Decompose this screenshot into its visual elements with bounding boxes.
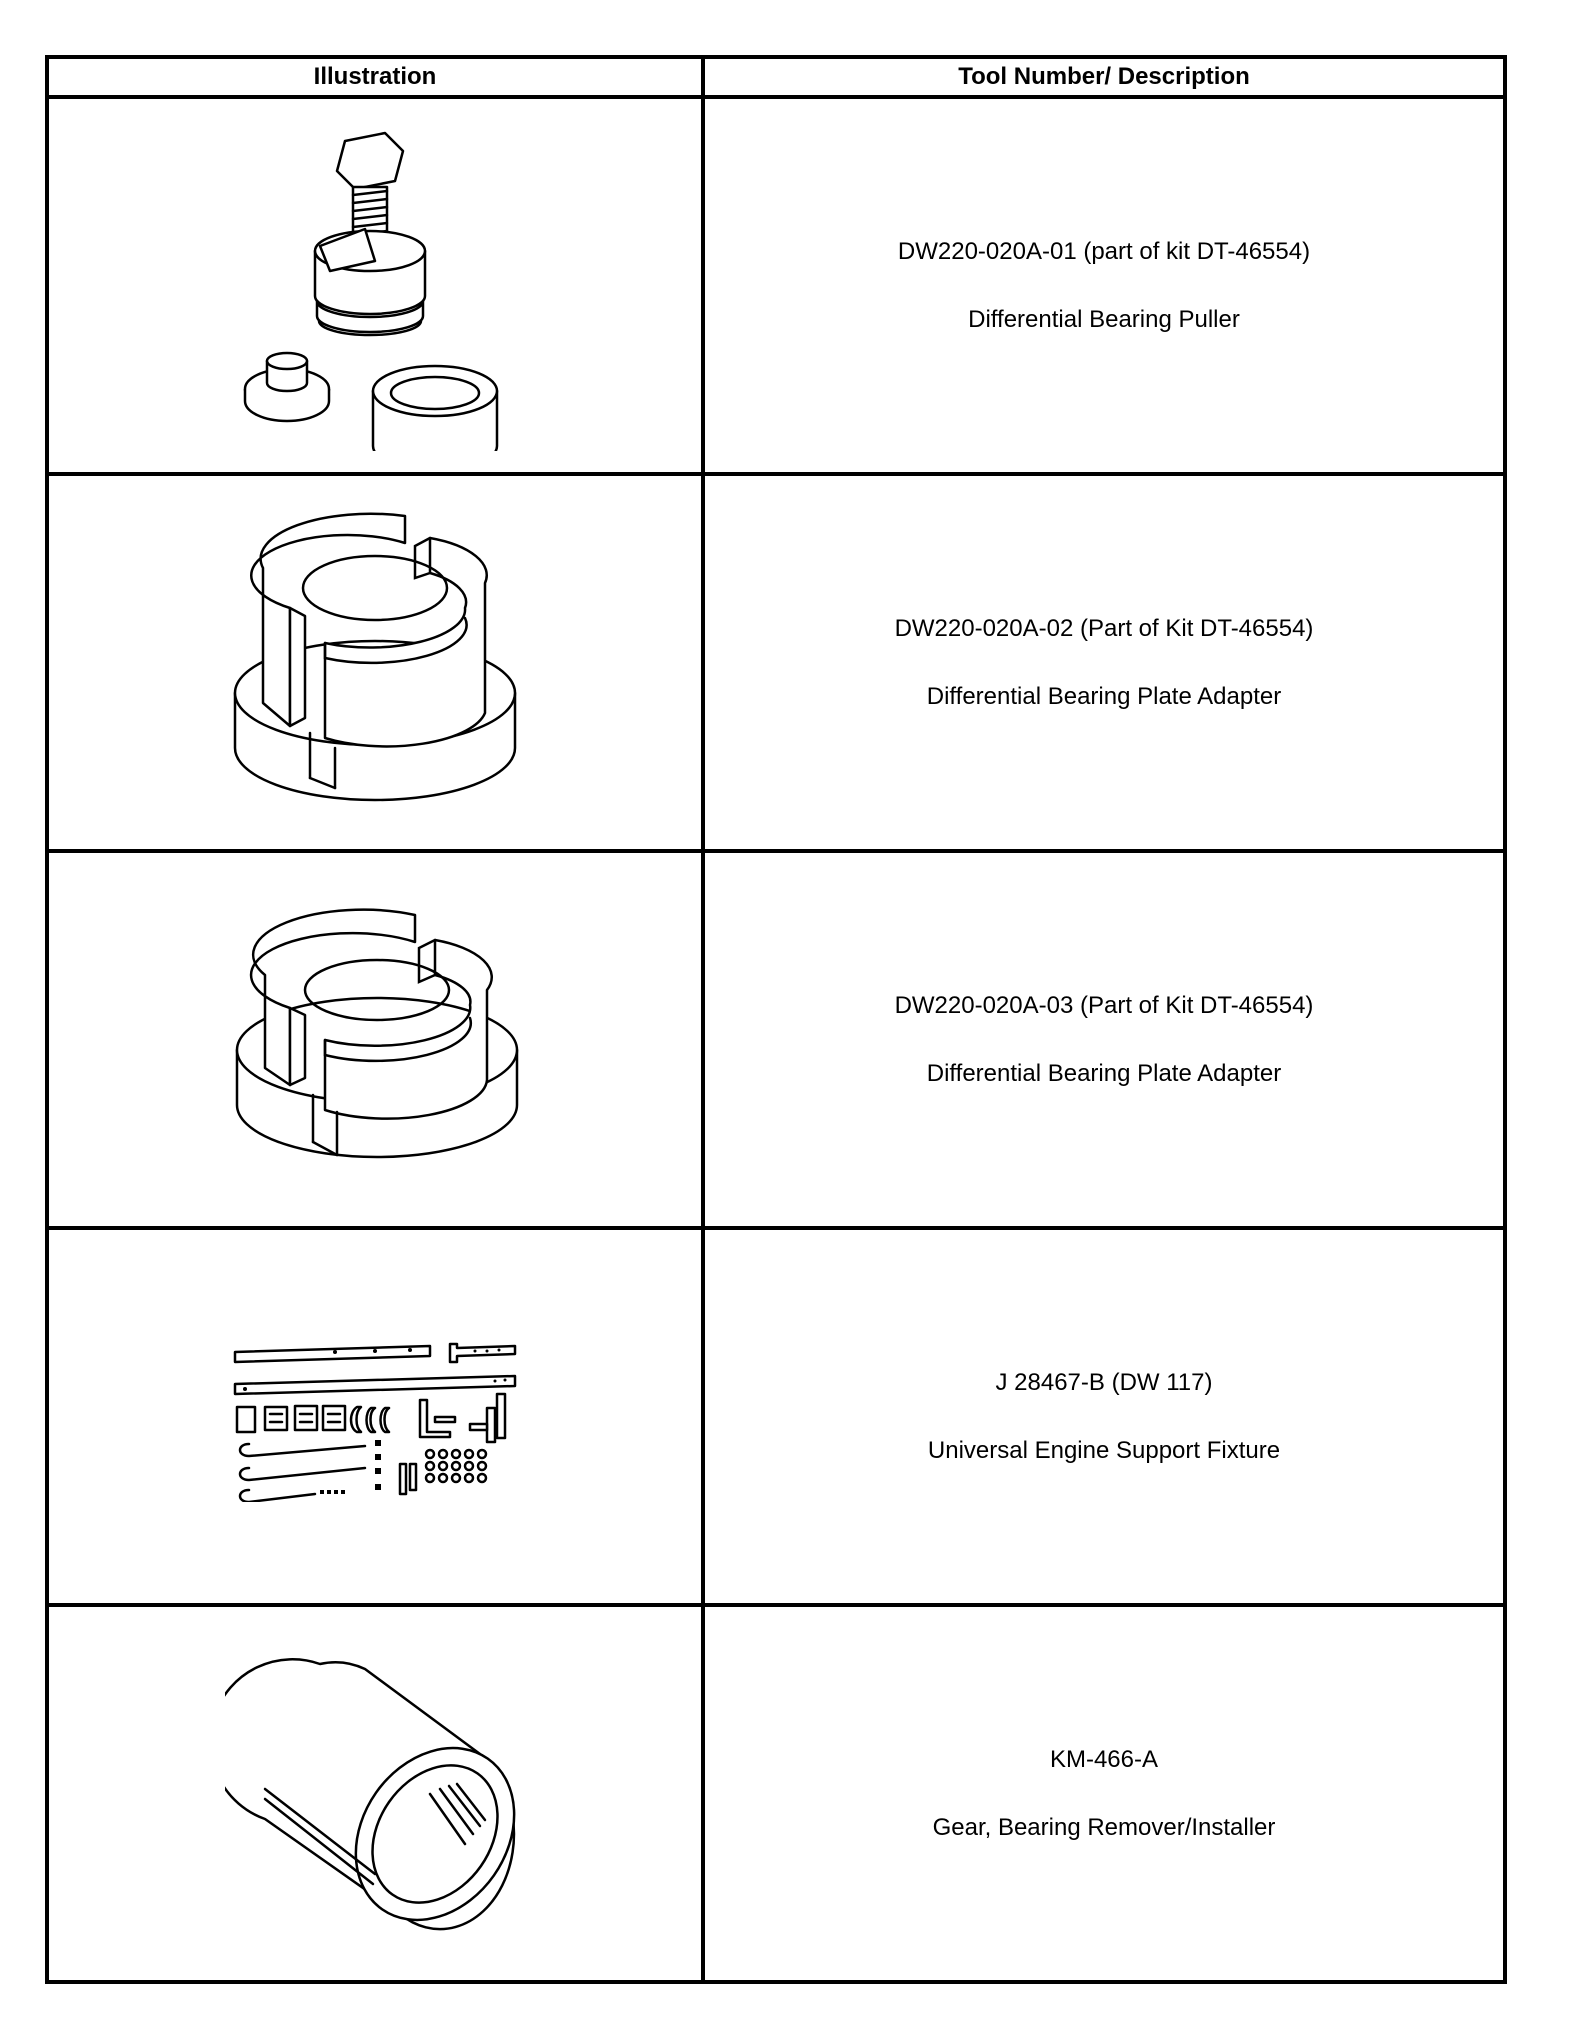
tool-description-cell: [703, 1605, 1505, 1982]
tool-number: DW220-020A-03 (Part of Kit DT-46554): [894, 991, 1314, 1019]
tool-description: Gear, Bearing Remover/Installer: [932, 1813, 1276, 1841]
table-header-row: [47, 57, 1505, 97]
tool-description: Differential Bearing Plate Adapter: [926, 1059, 1282, 1087]
tool-description-cell: [703, 97, 1505, 474]
differential-bearing-puller-icon: [225, 121, 525, 451]
table-row: [47, 851, 1505, 1228]
tool-number: J 28467-B (DW 117): [995, 1368, 1213, 1396]
bearing-plate-adapter-short-icon: [225, 890, 525, 1190]
engine-support-fixture-kit-icon: [225, 1332, 525, 1502]
illustration-cell: [47, 1605, 703, 1982]
illustration-cell: [47, 1228, 703, 1605]
tool-description-cell: [703, 1228, 1505, 1605]
illustration-cell: [47, 474, 703, 851]
tool-description-cell: [703, 474, 1505, 851]
tool-description: Differential Bearing Puller: [968, 305, 1240, 333]
table-row: [47, 474, 1505, 851]
bearing-plate-adapter-tall-icon: [225, 498, 525, 828]
tool-number: DW220-020A-02 (Part of Kit DT-46554): [894, 614, 1314, 642]
tool-description-cell: [703, 851, 1505, 1228]
illustration-cell: [47, 851, 703, 1228]
tool-number: DW220-020A-01 (part of kit DT-46554): [897, 237, 1311, 265]
tool-description: Universal Engine Support Fixture: [927, 1436, 1281, 1464]
table-row: [47, 97, 1505, 474]
table-row: [47, 1228, 1505, 1605]
illustration-column-header: Illustration: [47, 57, 703, 97]
gear-bearing-remover-installer-icon: [225, 1644, 525, 1944]
tool-column-header: Tool Number/ Description: [703, 57, 1505, 97]
table-row: [47, 1605, 1505, 1982]
tool-number: KM-466-A: [1049, 1745, 1159, 1773]
tool-description: Differential Bearing Plate Adapter: [926, 682, 1282, 710]
special-tools-table: [45, 55, 1507, 1984]
illustration-cell: [47, 97, 703, 474]
